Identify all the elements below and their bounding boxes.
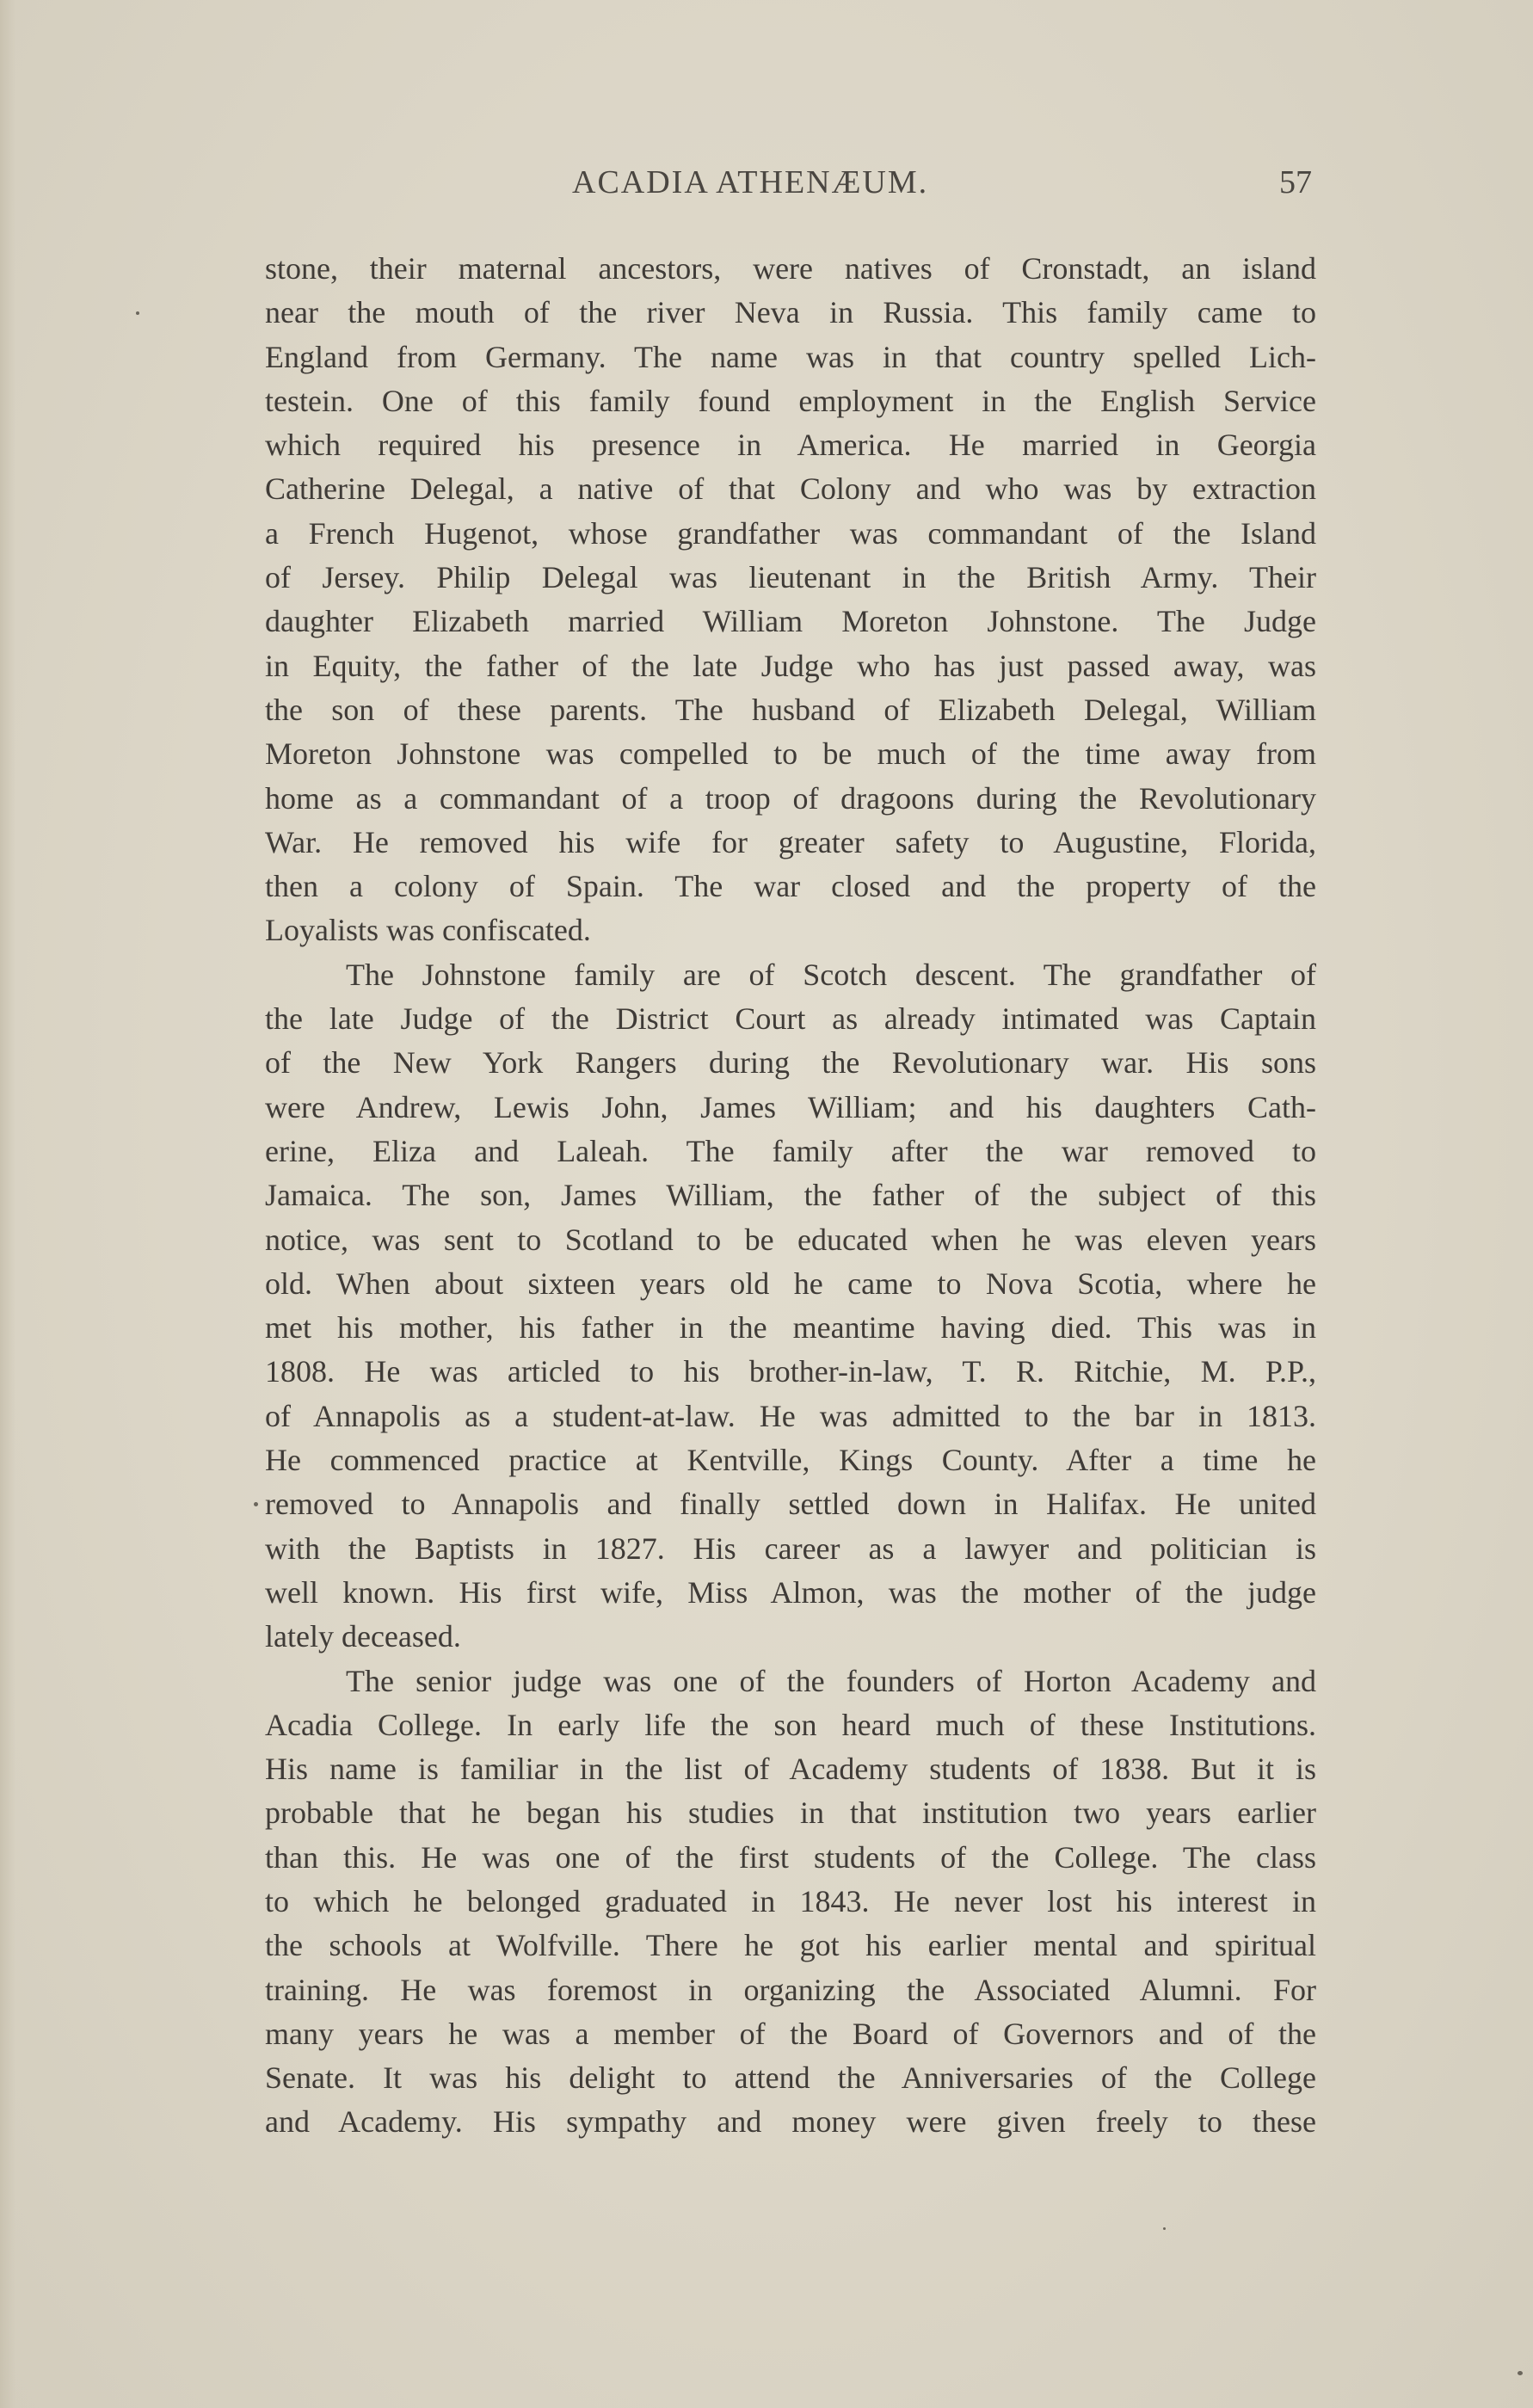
text-line: the schools at Wolfville. There he got his earlier mental and spiritual (265, 1928, 1316, 1963)
text-line: met his mother, his father in the meantime having died. This was in (265, 1310, 1316, 1346)
text-line: Acadia College. In early life the son heard much of these Institutions. (265, 1707, 1316, 1742)
text-line: England from Germany. The name was in that country spelled Lich- (265, 339, 1316, 374)
text-line: which required his presence in America. He married in Georgia (265, 428, 1316, 463)
text-line: then a colony of Spain. The war closed and the property of the (265, 869, 1316, 904)
text-line: 1808. He was articled to his brother-in-law, T. R. Ritchie, M. P.P., (265, 1354, 1316, 1389)
text-line: home as a commandant of a troop of dragoons during the Revolutionary (265, 780, 1316, 816)
text-line-paragraph-start: The Johnstone family are of Scotch descent. The grandfather of (346, 957, 1316, 992)
text-line: stone, their maternal ancestors, were natives of Cronstadt, an island (265, 251, 1316, 286)
text-line: Jamaica. The son, James William, the father of the subject of this (265, 1178, 1316, 1213)
text-line: with the Baptists in 1827. His career as a lawyer and politician is (265, 1530, 1316, 1566)
text-line: removed to Annapolis and finally settled down in Halifax. He united (265, 1487, 1316, 1522)
running-head (267, 163, 1312, 206)
text-line: many years he was a member of the Board of Governors and of the (265, 2016, 1316, 2051)
text-line: Catherine Delegal, a native of that Colony and who was by extraction (265, 471, 1316, 507)
text-line: Senate. It was his delight to attend the Anniversaries of the College (265, 2060, 1316, 2096)
text-line: a French Hugenot, whose grandfather was commandant of the Island (265, 515, 1316, 551)
text-line: of the New York Rangers during the Revolutionary war. His sons (265, 1045, 1316, 1081)
text-line: erine, Eliza and Laleah. The family after the war removed to (265, 1133, 1316, 1168)
text-line: near the mouth of the river Neva in Russia. This family came to (265, 295, 1316, 330)
text-line-paragraph-end: lately deceased. (265, 1619, 461, 1654)
page-number: 57 (1279, 164, 1312, 200)
text-line: the son of these parents. The husband of Elizabeth Delegal, William (265, 692, 1316, 727)
text-line: to which he belonged graduated in 1843. He never lost his interest in (265, 1883, 1316, 1918)
paper-speck (1518, 2371, 1523, 2375)
text-line-paragraph-start: The senior judge was one of the founders of Horton Academy and (346, 1663, 1316, 1698)
text-line: than this. He was one of the first students of the College. The class (265, 1839, 1316, 1875)
body-text (265, 247, 1316, 2145)
text-line: old. When about sixteen years old he came to Nova Scotia, where he (265, 1266, 1316, 1301)
text-line: well known. His first wife, Miss Almon, was the mother of the judge (265, 1574, 1316, 1610)
text-line: daughter Elizabeth married William Moreton Johnstone. The Judge (265, 604, 1316, 639)
text-line: the late Judge of the District Court as already intimated was Captain (265, 1001, 1316, 1037)
text-line: training. He was foremost in organizing the Associated Alumni. For (265, 1972, 1316, 2007)
text-line: Moreton Johnstone was compelled to be much of the time away from (265, 736, 1316, 772)
text-line: of Jersey. Philip Delegal was lieutenant in the British Army. Their (265, 560, 1316, 595)
text-line: of Annapolis as a student-at-law. He was admitted to the bar in 1813. (265, 1398, 1316, 1433)
paper-speck (254, 1502, 258, 1506)
text-line: He commenced practice at Kentville, Kings County. After a time he (265, 1443, 1316, 1478)
text-line: and Academy. His sympathy and money were given freely to these (265, 2104, 1316, 2140)
text-line: were Andrew, Lewis John, James William; and his daughters Cath- (265, 1089, 1316, 1124)
page-edge-shadow (0, 0, 15, 2408)
text-line: testein. One of this family found employment in the English Service (265, 383, 1316, 418)
paper-speck (136, 311, 139, 315)
text-line: War. He removed his wife for greater safety to Augustine, Florida, (265, 824, 1316, 859)
text-line: in Equity, the father of the late Judge who has just passed away, was (265, 648, 1316, 683)
text-line: probable that he began his studies in that institution two years earlier (265, 1795, 1316, 1831)
paper-speck (1163, 2227, 1166, 2230)
text-line: His name is familiar in the list of Academy students of 1838. But it is (265, 1752, 1316, 1787)
text-line: notice, was sent to Scotland to be educated when he was eleven years (265, 1222, 1316, 1257)
text-line-paragraph-end: Loyalists was confiscated. (265, 913, 591, 948)
running-title: ACADIA ATHENÆUM. (572, 164, 929, 200)
